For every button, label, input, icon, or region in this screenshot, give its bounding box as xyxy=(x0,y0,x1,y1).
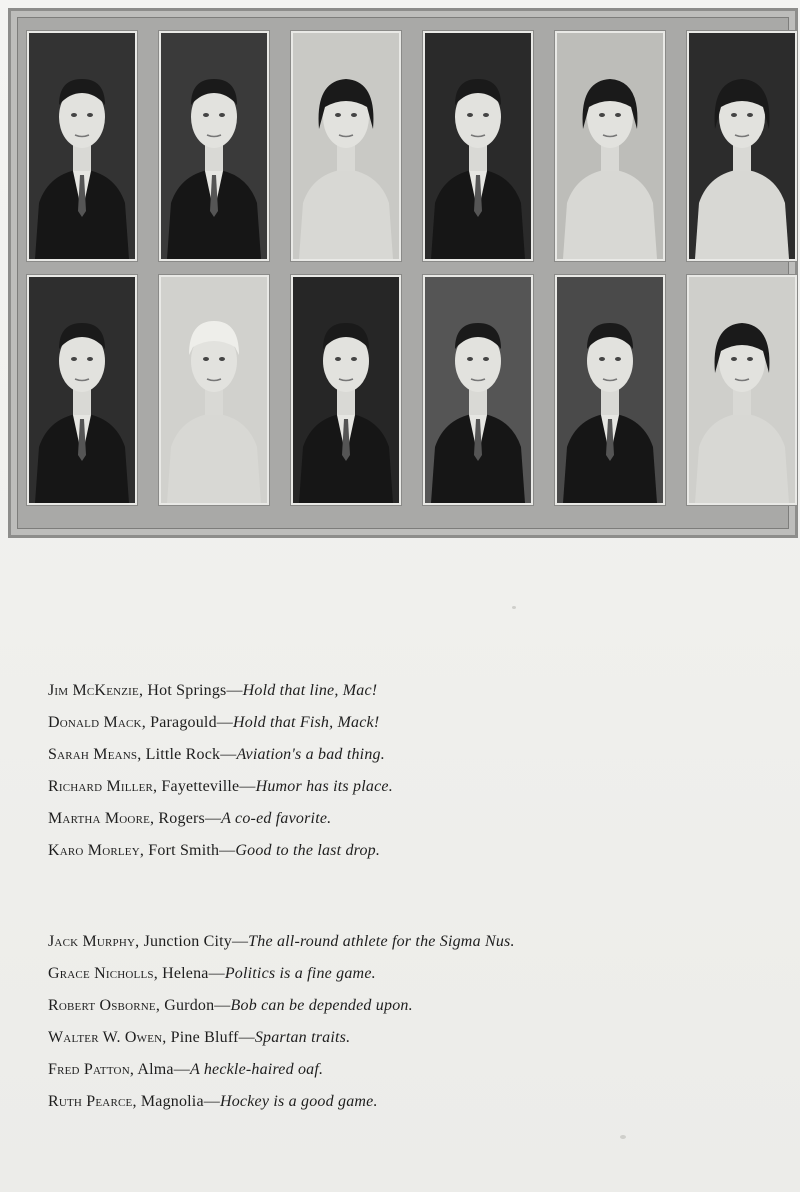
hometown: , Helena— xyxy=(153,965,225,982)
portrait-photo xyxy=(293,277,399,503)
caption-entry xyxy=(48,680,768,712)
caption-entry xyxy=(48,963,768,995)
motto: Hold that line, Mac! xyxy=(242,682,378,699)
student-portrait xyxy=(555,31,665,261)
portrait-photo xyxy=(425,33,531,259)
student-portrait xyxy=(555,275,665,505)
paper-speck xyxy=(620,1135,626,1139)
student-portrait xyxy=(291,275,401,505)
portrait-photo xyxy=(29,33,135,259)
paper-speck xyxy=(512,606,516,609)
caption-entry xyxy=(48,808,768,840)
student-name: Richard Miller xyxy=(48,778,154,795)
portrait-photo xyxy=(689,33,795,259)
hometown: , Hot Springs— xyxy=(138,682,243,699)
caption-list xyxy=(48,680,768,1123)
portrait-photo xyxy=(29,277,135,503)
student-name: Robert Osborne xyxy=(48,997,156,1014)
student-portrait xyxy=(687,31,797,261)
student-portrait xyxy=(423,31,533,261)
caption-entry xyxy=(48,1059,768,1091)
caption-entry xyxy=(48,1091,768,1123)
motto: Humor has its place. xyxy=(255,778,393,795)
motto: Bob can be depended upon. xyxy=(230,997,413,1014)
portrait-photo xyxy=(161,33,267,259)
student-portrait xyxy=(291,31,401,261)
hometown: , Paragould— xyxy=(141,714,233,731)
hometown: , Fayetteville— xyxy=(153,778,256,795)
motto: Good to the last drop. xyxy=(235,842,381,859)
student-portrait xyxy=(159,31,269,261)
portrait-panel xyxy=(8,8,798,538)
caption-group-1 xyxy=(48,680,768,872)
motto: Politics is a fine game. xyxy=(224,965,376,982)
portrait-photo xyxy=(425,277,531,503)
student-name: Jack Murphy xyxy=(48,933,136,950)
student-name: Fred Patton xyxy=(48,1061,130,1078)
student-name: Donald Mack xyxy=(48,714,142,731)
hometown: , Fort Smith— xyxy=(139,842,236,859)
student-portrait xyxy=(27,275,137,505)
caption-entry xyxy=(48,1027,768,1059)
portrait-photo xyxy=(557,33,663,259)
student-name: Martha Moore xyxy=(48,810,151,827)
student-name: Grace Nicholls xyxy=(48,965,154,982)
hometown: , Junction City— xyxy=(135,933,249,950)
hometown: , Alma— xyxy=(129,1061,190,1078)
portrait-photo xyxy=(557,277,663,503)
caption-group-2 xyxy=(48,931,768,1123)
hometown: , Gurdon— xyxy=(155,997,231,1014)
caption-entry xyxy=(48,931,768,963)
caption-entry xyxy=(48,776,768,808)
student-name: Walter W. Owen xyxy=(48,1029,163,1046)
motto: The all-round athlete for the Sigma Nus. xyxy=(248,933,515,950)
hometown: , Rogers— xyxy=(150,810,222,827)
caption-entry xyxy=(48,744,768,776)
student-name: Sarah Means xyxy=(48,746,138,763)
hometown: , Pine Bluff— xyxy=(162,1029,255,1046)
caption-entry xyxy=(48,995,768,1027)
student-name: Jim McKenzie xyxy=(48,682,139,699)
student-portrait xyxy=(423,275,533,505)
portrait-photo xyxy=(293,33,399,259)
motto: Hockey is a good game. xyxy=(219,1093,378,1110)
hometown: , Little Rock— xyxy=(137,746,237,763)
motto: A co-ed favorite. xyxy=(221,810,332,827)
student-name: Karo Morley xyxy=(48,842,140,859)
student-portrait xyxy=(687,275,797,505)
hometown: , Magnolia— xyxy=(132,1093,220,1110)
motto: A heckle-haired oaf. xyxy=(189,1061,324,1078)
student-name: Ruth Pearce xyxy=(48,1093,133,1110)
motto: Aviation's a bad thing. xyxy=(236,746,385,763)
portrait-photo xyxy=(161,277,267,503)
motto: Hold that Fish, Mack! xyxy=(232,714,380,731)
student-portrait xyxy=(27,31,137,261)
motto: Spartan traits. xyxy=(254,1029,351,1046)
caption-entry xyxy=(48,712,768,744)
portrait-photo xyxy=(689,277,795,503)
caption-entry xyxy=(48,840,768,872)
student-portrait xyxy=(159,275,269,505)
